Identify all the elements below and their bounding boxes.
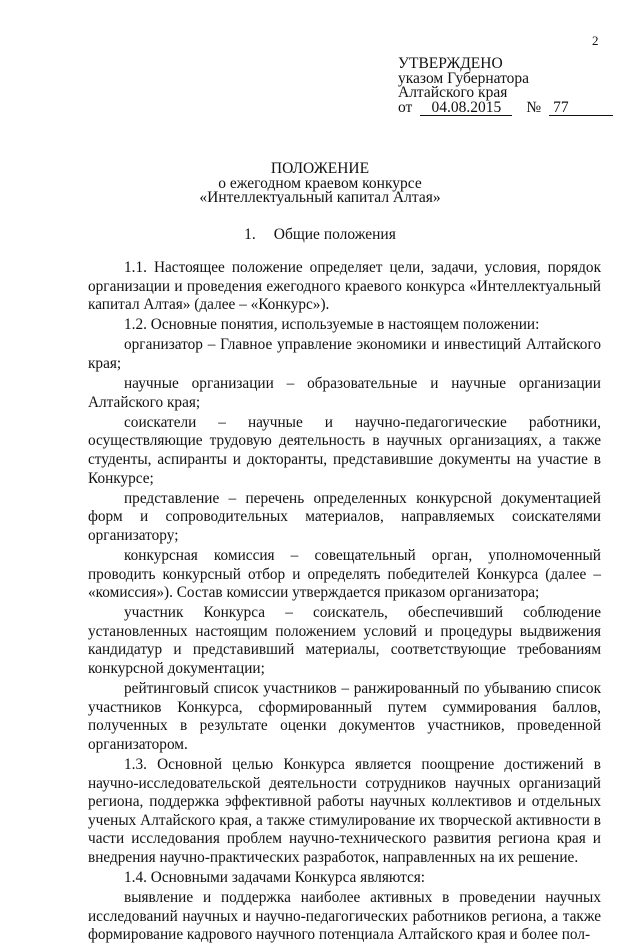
- page-number: 2: [592, 33, 599, 48]
- definition-commission: конкурсная комиссия – совещательный орган, уполномоченный проводить конкурсный отбор и определять победителей Конкурса (далее – «комиссия»). Состав комиссии утверждается приказом организатора;: [88, 546, 601, 602]
- definition-participant: участник Конкурса – соискатель, обеспечивший соблюдение установленных настоящим положением условий и процедуры выдвижения кандидатур и представивший материалы, соответствующие требованиям конкурсной документации;: [88, 604, 601, 677]
- section-heading: [0, 226, 640, 244]
- approval-issuer: указом Губернатора: [398, 69, 530, 87]
- section-title: Общие положения: [273, 226, 396, 243]
- title-line-1: ПОЛОЖЕНИЕ: [270, 160, 370, 177]
- approval-heading: УТВЕРЖДЕНО: [398, 55, 503, 72]
- from-label: от: [398, 98, 413, 116]
- definition-rating-list: рейтинговый список участников – ранжированный по убыванию список участников Конкурса, сформированный путем суммирования баллов, полученных в результате оценки документов участников, проведенной организатором.: [88, 680, 601, 753]
- paragraph-1-3: 1.3. Основной целью Конкурса является поощрение достижений в научно-исследовательской деятельности сотрудников научных организаций региона, поддержка эффективной работы научных коллективов и отдельных ученых Алтайского края, а также стимулирование их творческой активности в части исследования проблем научно-технического развития региона края и внедрения научно-практических разработок, направленных на их решение.: [88, 755, 601, 866]
- title-line-2: о ежегодном краевом конкурсе: [218, 174, 422, 192]
- paragraph-1-4: 1.4. Основными задачами Конкурса являются:: [124, 869, 426, 886]
- task-item-1: выявление и поддержка наиболее активных в проведении научных исследований научных и научно-педагогических работников региона, а также формирование кадрового научного потенциала Алтайского края и более пол-: [88, 889, 601, 944]
- definition-submission: представление – перечень определенных конкурсной документацией форм и сопроводительных материалов, направляемых соискателями организатору;: [88, 489, 601, 544]
- approval-date-line: [398, 98, 613, 116]
- approval-date: 04.08.2015: [420, 101, 512, 116]
- approval-stamp: [398, 57, 613, 116]
- document-body: [88, 259, 601, 945]
- approval-region: Алтайского края: [398, 84, 508, 101]
- section-number: 1.: [244, 226, 256, 243]
- definition-organizer: организатор – Главное управление экономики и инвестиций Алтайского края;: [88, 336, 601, 372]
- title-line-3: «Интеллектуальный капитал Алтая»: [199, 189, 441, 206]
- paragraph-1-1: 1.1. Настоящее положение определяет цели, задачи, условия, порядок организации и проведения ежегодного краевого конкурса «Интеллектуальный капитал Алтая» (далее – «Конкурс»).: [88, 259, 601, 314]
- number-label: №: [526, 98, 542, 116]
- definition-scientific-organizations: научные организации – образовательные и научные организации Алтайского края;: [88, 375, 601, 411]
- approval-number: 77: [549, 101, 613, 116]
- definition-applicants: соискатели – научные и научно-педагогические работники, осуществляющие трудовую деятельность в научных организациях, а также студенты, аспиранты и докторанты, представившие документы на участие в Конкурсе;: [88, 413, 601, 487]
- document-title: [0, 162, 640, 206]
- paragraph-1-2: 1.2. Основные понятия, используемые в настоящем положении:: [124, 316, 540, 334]
